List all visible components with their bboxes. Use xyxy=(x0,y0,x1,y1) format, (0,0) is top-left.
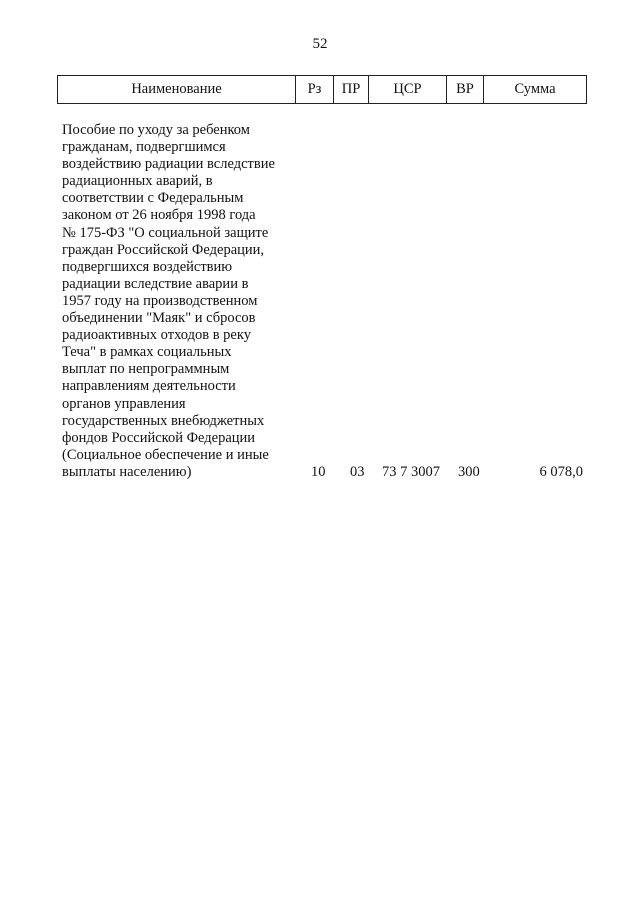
row-name-line: объединении "Маяк" и сбросов xyxy=(62,310,256,327)
row-name xyxy=(62,122,292,481)
header-vr: ВР xyxy=(447,76,484,103)
header-sum: Сумма xyxy=(514,81,556,97)
page-number: 52 xyxy=(312,36,328,52)
header-csr: ЦСР xyxy=(369,76,447,103)
row-name-line: подвергшихся воздействию xyxy=(62,258,233,275)
row-name-line: Пособие по уходу за ребенком xyxy=(62,122,250,138)
row-name-line: 1957 году на производственном xyxy=(62,292,258,309)
table-header xyxy=(57,75,587,104)
row-name-line: радиоактивных отходов в реку xyxy=(62,327,251,344)
row-pr-value: 03 xyxy=(350,463,365,480)
row-name-line: Теча" в рамках социальных xyxy=(62,344,232,361)
table-row xyxy=(62,122,587,481)
row-name-line: фондов Российской Федерации xyxy=(62,429,256,446)
row-name-line: направлениям деятельности xyxy=(62,378,236,395)
row-name-line: радиации вследствие аварии в xyxy=(62,275,249,292)
row-name-line: радиационных аварий, в xyxy=(62,173,213,190)
row-name-line: граждан Российской Федерации, xyxy=(62,241,265,258)
row-name-line: соответствии с Федеральным xyxy=(62,190,244,207)
row-name-line: гражданам, подвергшимся xyxy=(62,139,226,156)
row-name-line: государственных внебюджетных xyxy=(62,412,265,429)
row-rz-value: 10 xyxy=(311,463,326,480)
header-rz: Рз xyxy=(296,76,334,103)
row-csr-value: 73 7 3007 xyxy=(382,463,440,480)
row-vr-value: 300 xyxy=(458,463,480,480)
header-pr: ПР xyxy=(334,76,369,103)
row-sum-value: 6 078,0 xyxy=(539,463,583,480)
row-name-line: выплат по непрограммным xyxy=(62,361,230,378)
row-name-line: законом от 26 ноября 1998 года xyxy=(62,207,256,224)
row-name-line: (Социальное обеспечение и иные xyxy=(62,446,269,463)
row-name-line: органов управления xyxy=(62,395,186,412)
row-name-line: № 175-ФЗ "О социальной защите xyxy=(62,224,269,241)
row-name-line: выплаты населению) xyxy=(62,463,192,480)
row-name-line: воздействию радиации вследствие xyxy=(62,156,275,173)
header-name: Наименование xyxy=(58,76,296,103)
